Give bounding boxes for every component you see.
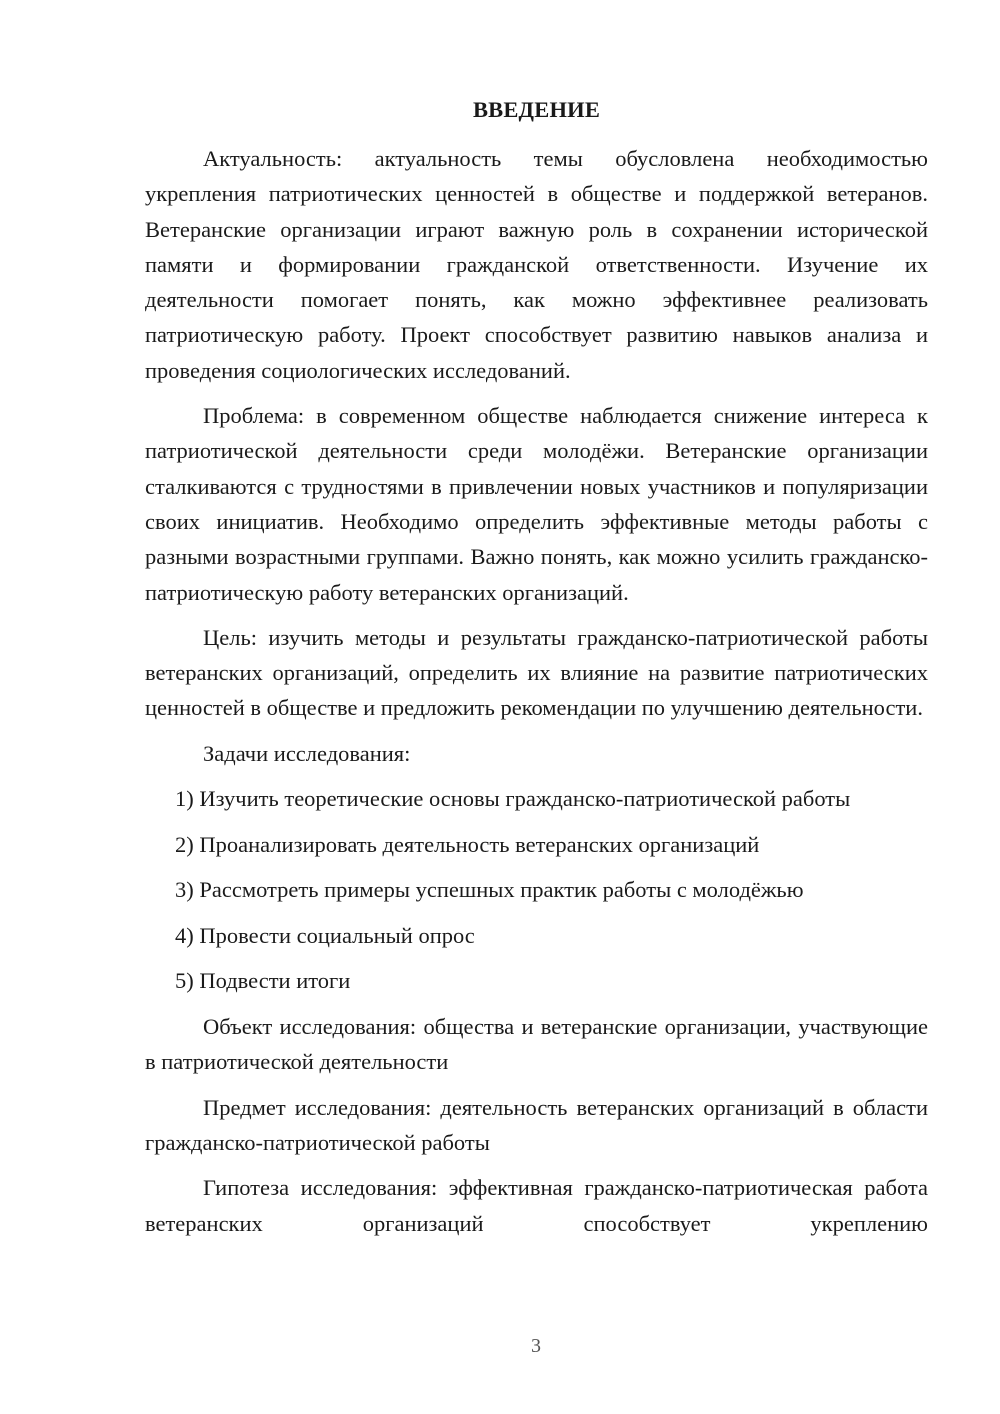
section-title: ВВЕДЕНИЕ — [472, 97, 601, 122]
hypothesis-paragraph: Гипотеза исследования: эффективная гражданско-патриотическая работа ветеранских организаций способствует укреплению — [145, 1175, 928, 1236]
task-item: 4) Провести социальный опрос — [175, 922, 475, 948]
task-item: 1) Изучить теоретические основы гражданско-патриотической работы — [175, 786, 851, 812]
task-item: 3) Рассмотреть примеры успешных практик работы с молодёжью — [175, 877, 804, 903]
task-item: 5) Подвести итоги — [175, 968, 351, 994]
page-number: 3 — [531, 1335, 541, 1357]
page-content — [145, 92, 928, 1241]
tasks-heading: Задачи исследования: — [203, 740, 411, 766]
tasks-list — [145, 781, 928, 999]
object-paragraph: Объект исследования: общества и ветеранские организации, участвующие в патриотической деятельности — [145, 1014, 928, 1075]
subject-paragraph: Предмет исследования: деятельность ветеранских организаций в области гражданско-патриотической работы — [145, 1094, 928, 1155]
problem-paragraph: Проблема: в современном обществе наблюдается снижение интереса к патриотической деятельности среди молодёжи. Ветеранские организации сталкиваются с трудностями в привлечении новых участников и популяризации своих инициатив. Необходимо определить эффективные методы работы с разными возрастными группами. Важно понять, как можно усилить гражданско-патриотическую работу ветеранских организаций. — [145, 403, 928, 605]
task-item: 2) Проанализировать деятельность ветеранских организаций — [175, 831, 760, 857]
goal-paragraph: Цель: изучить методы и результаты гражданско-патриотической работы ветеранских организаций, определить их влияние на развитие патриотических ценностей в обществе и предложить рекомендации по улучшению деятельности. — [145, 624, 928, 721]
relevance-paragraph: Актуальность: актуальность темы обусловлена необходимостью укрепления патриотических ценностей в обществе и поддержкой ветеранов. Ветеранские организации играют важную роль в сохранении исторической памяти и формировании гражданской ответственности. Изучение их деятельности помогает понять, как можно эффективнее реализовать патриотическую работу. Проект способствует развитию навыков анализа и проведения социологических исследований. — [145, 146, 928, 383]
